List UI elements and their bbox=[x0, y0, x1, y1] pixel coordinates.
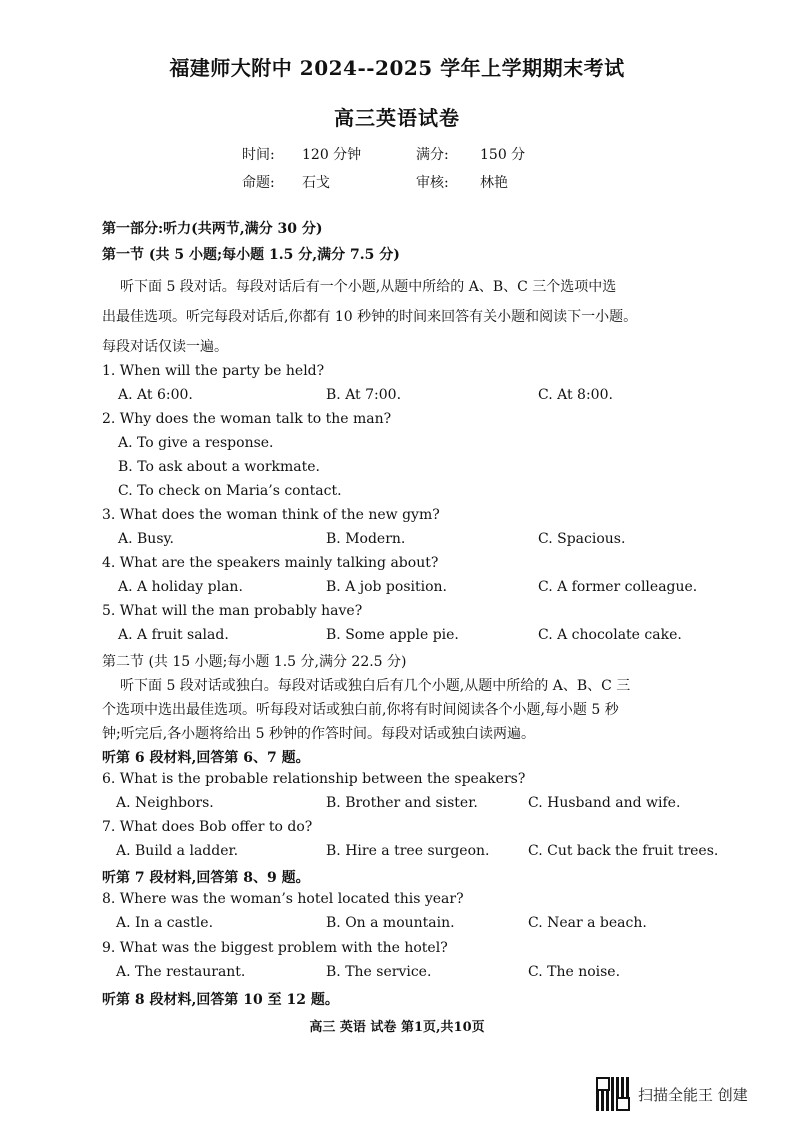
question-2: 2. Why does the woman talk to the man? bbox=[102, 411, 392, 427]
section1-heading: 第一节 (共 5 小题;每小题 1.5 分,满分 7.5 分) bbox=[102, 247, 400, 263]
question-6: 6. What is the probable relationship between the speakers? bbox=[102, 771, 526, 787]
q9-option-c: C. The noise. bbox=[528, 964, 621, 980]
section1-instruction-3: 每段对话仅读一遍。 bbox=[102, 339, 228, 355]
question-1: 1. When will the party be held? bbox=[102, 363, 325, 379]
time-value: 120 分钟 bbox=[302, 147, 362, 163]
q4-option-a: A. A holiday plan. bbox=[118, 579, 243, 595]
section1-instruction-1: 听下面 5 段对话。每段对话后有一个小题,从题中所给的 A、B、C 三个选项中选 bbox=[120, 279, 617, 295]
question-7: 7. What does Bob offer to do? bbox=[102, 819, 313, 835]
time-label: 时间: bbox=[242, 147, 275, 163]
q7-option-c: C. Cut back the fruit trees. bbox=[528, 843, 719, 859]
material-6-note: 听第 6 段材料,回答第 6、7 题。 bbox=[102, 750, 310, 766]
section2-instruction-3: 钟;听完后,各小题将给出 5 秒钟的作答时间。每段对话或独白读两遍。 bbox=[102, 726, 535, 742]
material-7-note: 听第 7 段材料,回答第 8、9 题。 bbox=[102, 870, 310, 886]
q3-option-b: B. Modern. bbox=[326, 531, 406, 547]
q2-option-a: A. To give a response. bbox=[118, 435, 274, 451]
question-3: 3. What does the woman think of the new gym? bbox=[102, 507, 440, 523]
q1-option-b: B. At 7:00. bbox=[326, 387, 402, 403]
q1-option-c: C. At 8:00. bbox=[538, 387, 613, 403]
section1-instruction-2: 出最佳选项。听完每段对话后,你都有 10 秒钟的时间来回答有关小题和阅读下一小题。 bbox=[102, 309, 638, 325]
exam-title: 福建师大附中 2024--2025 学年上学期期末考试 bbox=[169, 56, 625, 80]
q6-option-c: C. Husband and wife. bbox=[528, 795, 681, 811]
q9-option-b: B. The service. bbox=[326, 964, 432, 980]
section2-heading: 第二节 (共 15 小题;每小题 1.5 分,满分 22.5 分) bbox=[102, 654, 407, 670]
score-label: 满分: bbox=[416, 147, 449, 163]
author-value: 石戈 bbox=[302, 175, 330, 191]
qr-code-icon bbox=[596, 1077, 630, 1111]
q5-option-a: A. A fruit salad. bbox=[118, 627, 229, 643]
q6-option-b: B. Brother and sister. bbox=[326, 795, 478, 811]
q6-option-a: A. Neighbors. bbox=[116, 795, 214, 811]
q7-option-b: B. Hire a tree surgeon. bbox=[326, 843, 490, 859]
q4-option-c: C. A former colleague. bbox=[538, 579, 698, 595]
material-8-note: 听第 8 段材料,回答第 10 至 12 题。 bbox=[102, 992, 339, 1008]
question-4: 4. What are the speakers mainly talking about? bbox=[102, 555, 439, 571]
q9-option-a: A. The restaurant. bbox=[116, 964, 246, 980]
q5-option-b: B. Some apple pie. bbox=[326, 627, 459, 643]
q4-option-b: B. A job position. bbox=[326, 579, 447, 595]
reviewer-label: 审核: bbox=[416, 175, 449, 191]
exam-subtitle: 高三英语试卷 bbox=[334, 106, 460, 130]
q3-option-a: A. Busy. bbox=[118, 531, 174, 547]
q2-option-c: C. To check on Maria’s contact. bbox=[118, 483, 342, 499]
q3-option-c: C. Spacious. bbox=[538, 531, 626, 547]
q1-option-a: A. At 6:00. bbox=[118, 387, 193, 403]
scanner-watermark bbox=[596, 1076, 748, 1112]
question-9: 9. What was the biggest problem with the hotel? bbox=[102, 940, 448, 956]
watermark-text: 扫描全能王 创建 bbox=[638, 1085, 748, 1104]
q8-option-a: A. In a castle. bbox=[116, 915, 214, 931]
q8-option-b: B. On a mountain. bbox=[326, 915, 455, 931]
question-5: 5. What will the man probably have? bbox=[102, 603, 363, 619]
q5-option-c: C. A chocolate cake. bbox=[538, 627, 682, 643]
page-footer: 高三 英语 试卷 第1页,共10页 bbox=[309, 1020, 485, 1035]
reviewer-value: 林艳 bbox=[480, 175, 508, 191]
author-label: 命题: bbox=[242, 175, 275, 191]
q7-option-a: A. Build a ladder. bbox=[116, 843, 239, 859]
question-8: 8. Where was the woman’s hotel located this year? bbox=[102, 891, 464, 907]
part1-heading: 第一部分:听力(共两节,满分 30 分) bbox=[102, 221, 323, 237]
section2-instruction-1: 听下面 5 段对话或独白。每段对话或独白后有几个小题,从题中所给的 A、B、C 三 bbox=[120, 678, 631, 694]
q2-option-b: B. To ask about a workmate. bbox=[118, 459, 320, 475]
score-value: 150 分 bbox=[480, 147, 526, 163]
section2-instruction-2: 个选项中选出最佳选项。听每段对话或独白前,你将有时间阅读各个小题,每小题 5 秒 bbox=[102, 702, 619, 718]
q8-option-c: C. Near a beach. bbox=[528, 915, 647, 931]
